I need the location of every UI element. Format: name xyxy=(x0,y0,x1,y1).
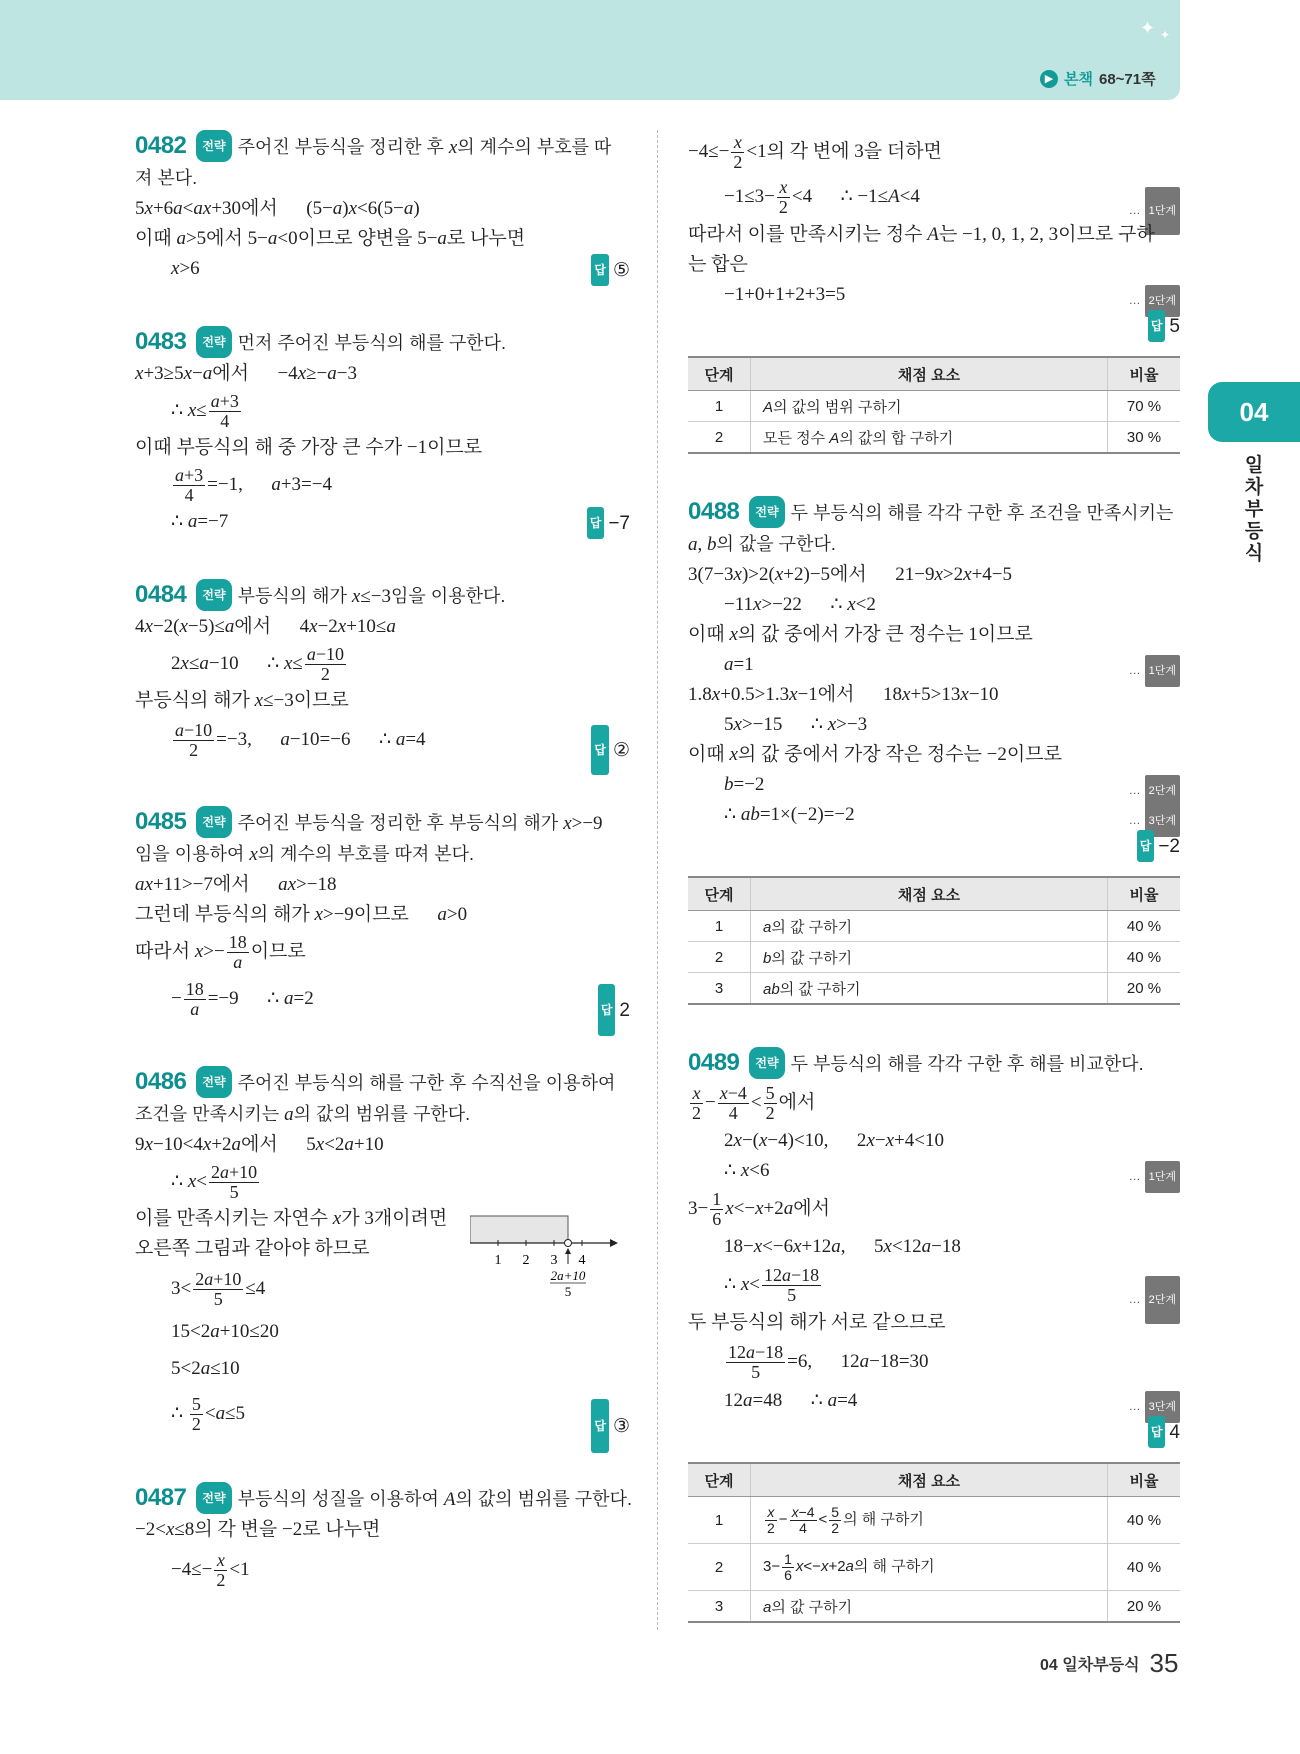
strategy-text: 주어진 부등식을 정리한 후 xyxy=(237,137,449,157)
problem-number: 0482 xyxy=(135,132,187,159)
problem-number: 0483 xyxy=(135,328,187,355)
problem-0488: 0488 전략 두 부등식의 해를 각각 구한 후 조건을 만족시키는 a, b의 값을 구한다. 3(7−3x)>2(x+2)−5에서 21−9x>2x+4−5 −11x>−22 ∴ x<2 이때 x의 값 중에서 가장 큰 정수는 1이므로 a=1 … 1단계 1.8x+0.5>1.3x−1에서 18x+5>13x−10 5x>−15 ∴ x>−3 이때 x의 값 중에서 가장 작은 정수는 −2이므로 b=−2 … 2단계 ∴ ab=1×(−2)=−2 … 3단계 답 −2 단계 채점 요소 비율 1 a의 값 구하기 40 % 2 b의 값 구하기 40 % 3 ab의 값 구하기 20 % xyxy=(688,496,1180,1005)
step-label: … 3단계 xyxy=(1129,1391,1180,1423)
table-row: 2 모든 정수 A의 값의 합 구하기 30 % xyxy=(688,422,1180,454)
answer: 답 4 xyxy=(1148,1422,1180,1443)
problem-number: 0488 xyxy=(688,498,740,525)
scoring-table: 단계 채점 요소 비율 1 A의 값의 범위 구하기 70 % 2 모든 정수 A의 값의 합 구하기 30 % xyxy=(688,356,1180,454)
answer: 답 ③ xyxy=(591,1399,630,1453)
strategy-tag: 전략 xyxy=(749,1047,784,1079)
step-label: … 3단계 xyxy=(1129,805,1180,837)
tick-label: 1 xyxy=(494,1253,502,1268)
scoring-table: 단계 채점 요소 비율 1 a의 값 구하기 40 % 2 b의 값 구하기 40 % 3 ab의 값 구하기 20 % xyxy=(688,876,1180,1005)
table-row: 1 $\frac{x}{2}$ − $\frac{x-4}{4}$ < $\frac{5}{2}$ 의 해 구하기 40 % xyxy=(688,1497,1180,1544)
problem-0483: 0483 전략 먼저 주어진 부등식의 해를 구한다. x+3≥5x−a에서 −4x≥−a−3 ∴ x≤ $\frac{a+3}{4}$ 이때 부등식의 해 중 가장 큰 수가 −1이므로 $\frac{a+3}{4}$ =−1, a+3=−4 ∴ a=−7 답 −7 xyxy=(135,326,630,537)
problem-number: 0489 xyxy=(688,1049,740,1076)
pointer-arrowhead xyxy=(565,1248,571,1254)
step-label: … 2단계 xyxy=(1129,775,1180,807)
table-row: 2 3− $\frac{1}{6}$ x<−x+2a의 해 구하기 40 % xyxy=(688,1544,1180,1591)
strategy-tag: 전략 xyxy=(196,1482,231,1514)
chapter-number: 04 xyxy=(1239,396,1269,427)
open-point xyxy=(565,1240,572,1247)
svg-text:5: 5 xyxy=(564,1284,572,1299)
answer: 답 5 xyxy=(1148,316,1180,337)
arrow-right-icon: ▶ xyxy=(1040,70,1058,88)
strategy-tag: 전략 xyxy=(196,579,231,611)
sparkle-icon: ✦ xyxy=(1140,18,1156,39)
answer: 답 ⑤ xyxy=(591,254,630,286)
problem-0482: 0482 전략 주어진 부등식을 정리한 후 x의 계수의 부호를 따 져 본다. 5x+6a<ax+30에서 (5−a)x<6(5−a) 이때 a>5에서 5−a<0이므로 양변을 5−a로 나누면 x>6 답 ⑤ xyxy=(135,130,630,284)
problem-0486: 0486 전략 주어진 부등식의 해를 구한 후 수직선을 이용하여 조건을 만족시키는 a의 값의 범위를 구한다. 9x−10<4x+2a에서 5x<2a+10 ∴ x< $\frac{2a+10}{5}$ 이를 만족시키는 자연수 x가 3개이려면 오른쪽 그림과 같아야 하므로 1 2 3 4 2a+10 5 3< $\frac{2a+10}{5}$ ≤4 15<2a+10≤20 5<2a≤10 ∴ $\frac{5}{2}$ <a≤5 답 ③ xyxy=(135,1066,630,1440)
problem-number: 0487 xyxy=(135,1484,187,1511)
problem-0489: 0489 전략 두 부등식의 해를 각각 구한 후 해를 비교한다. $\frac{x}{2}$ − $\frac{x-4}{4}$ < $\frac{5}{2}$ 에서 2x−(x−4)<10, 2x−x+4<10 ∴ x<6 … 1단계 3− $\frac{1}{6}$ x<−x+2a에서 18−x<−6x+12a, 5x<12a−18 ∴ x< $\frac{12a-18}{5}$ … 2단계 두 부등식의 해가 서로 같으므로 $\frac{12a-18}{5}$ =6, 12a−18=30 12a=48 ∴ a=4 … 3단계 답 4 단계 채점 요소 비율 1 $\frac{x}{2}$ − $\frac{x-4}{4}$ < $\frac{5}{2}$ 의 해 구하기 40 % 2 3− $\frac{1}{6}$ x<−x+2a의 해 구하기 40 % 3 a의 값 구하기 20 % xyxy=(688,1047,1180,1623)
page-number: 35 xyxy=(1149,1648,1179,1678)
ref-label: 본책 xyxy=(1064,71,1093,88)
problem-0484: 0484 전략 부등식의 해가 x≤−3임을 이용한다. 4x−2(x−5)≤a에서 4x−2x+10≤a 2x≤a−10 ∴ x≤ $\frac{a-10}{2}$ 부등식의 해가 x≤−3이므로 $\frac{a-10}{2}$ =−3, a−10=−6 ∴ a=4 답 ② xyxy=(135,579,630,764)
step-label: … 1단계 xyxy=(1129,655,1180,687)
sparkle-icon: ✦ xyxy=(1160,28,1171,42)
axis-arrow xyxy=(610,1239,618,1247)
tick-label: 3 xyxy=(550,1253,558,1268)
problem-0487-continued: −4≤− $\frac{x}{2}$ <1의 각 변에 3을 더하면 −1≤3− $\frac{x}{2}$ <4 ∴ −1≤A<4 … 1단계 따라서 이를 만족시키는 정수 A는 −1, 0, 1, 2, 3이므로 구하 는 합은 −1+0+1+2+3=5 … 2단계 답 5 단계 채점 요소 비율 1 A의 값의 범위 구하기 70 % 2 모든 정수 A의 값의 합 구하기 30 % xyxy=(688,130,1180,454)
header-banner xyxy=(0,0,1180,100)
strategy-text: 의 계수의 부호를 따 xyxy=(457,137,612,157)
tick-label: 4 xyxy=(578,1253,586,1268)
answer: 답 ② xyxy=(591,725,630,775)
left-column xyxy=(135,130,630,1595)
problem-number: 0486 xyxy=(135,1068,187,1095)
right-column xyxy=(688,130,1180,1623)
scoring-table: 단계 채점 요소 비율 1 $\frac{x}{2}$ − $\frac{x-4}{4}$ < $\frac{5}{2}$ 의 해 구하기 40 % 2 3− $\frac{1}{6}$ x<−x+2a의 해 구하기 40 % 3 a의 값 구하기 20 % xyxy=(688,1462,1180,1623)
step-label: … 2단계 xyxy=(1129,285,1180,317)
table-row: 3 a의 값 구하기 20 % xyxy=(688,1591,1180,1623)
step-label: … 1단계 xyxy=(1129,187,1180,235)
answer: 답 2 xyxy=(598,984,630,1036)
reference-pages[interactable] xyxy=(1040,68,1156,89)
strategy-text: 져 본다. xyxy=(135,168,198,188)
strategy-tag: 전략 xyxy=(749,496,784,528)
problem-number: 0485 xyxy=(135,808,187,835)
footer-chapter: 04 일차부등식 xyxy=(1040,1657,1140,1674)
step-label: … 1단계 xyxy=(1129,1161,1180,1193)
table-row: 2 b의 값 구하기 40 % xyxy=(688,942,1180,973)
table-row: 1 A의 값의 범위 구하기 70 % xyxy=(688,391,1180,422)
fraction-label: 2a+10 xyxy=(550,1268,586,1283)
strategy-tag: 전략 xyxy=(196,130,231,162)
answer: 답 −7 xyxy=(587,507,630,539)
chapter-title-vertical: 일 차 부 등 식 xyxy=(1244,455,1264,564)
strategy-tag: 전략 xyxy=(196,806,231,838)
tick-label: 2 xyxy=(522,1253,530,1268)
shaded-region xyxy=(470,1216,568,1243)
chapter-tab[interactable] xyxy=(1208,382,1300,442)
solution-text: 이때 부등식의 해 중 가장 큰 수가 −1이므로 xyxy=(135,437,483,458)
column-divider xyxy=(657,130,658,1630)
strategy-tag: 전략 xyxy=(196,326,231,358)
table-row: 1 a의 값 구하기 40 % xyxy=(688,911,1180,942)
ref-pages: 68~71쪽 xyxy=(1098,71,1156,88)
table-row: 3 ab의 값 구하기 20 % xyxy=(688,973,1180,1005)
strategy-text: 먼저 주어진 부등식의 해를 구한다. xyxy=(237,333,507,353)
problem-0487: 0487 전략 부등식의 성질을 이용하여 A의 값의 범위를 구한다. −2<x≤8의 각 변을 −2로 나누면 −4≤− $\frac{x}{2}$ <1 xyxy=(135,1484,632,1591)
page-footer xyxy=(1040,1648,1178,1679)
answer: 답 −2 xyxy=(1137,836,1180,857)
step-label: … 2단계 xyxy=(1129,1276,1180,1324)
problem-number: 0484 xyxy=(135,581,187,608)
problem-0485: 0485 전략 주어진 부등식을 정리한 후 부등식의 해가 x>−9 임을 이용하여 x의 계수의 부호를 따져 본다. ax+11>−7에서 ax>−18 그런데 부등식의 해가 x>−9이므로 a>0 따라서 x>− $\frac{18}{a}$ 이므로 − $\frac{18}{a}$ =−9 ∴ a=2 답 2 xyxy=(135,806,630,1024)
strategy-tag: 전략 xyxy=(196,1066,231,1098)
